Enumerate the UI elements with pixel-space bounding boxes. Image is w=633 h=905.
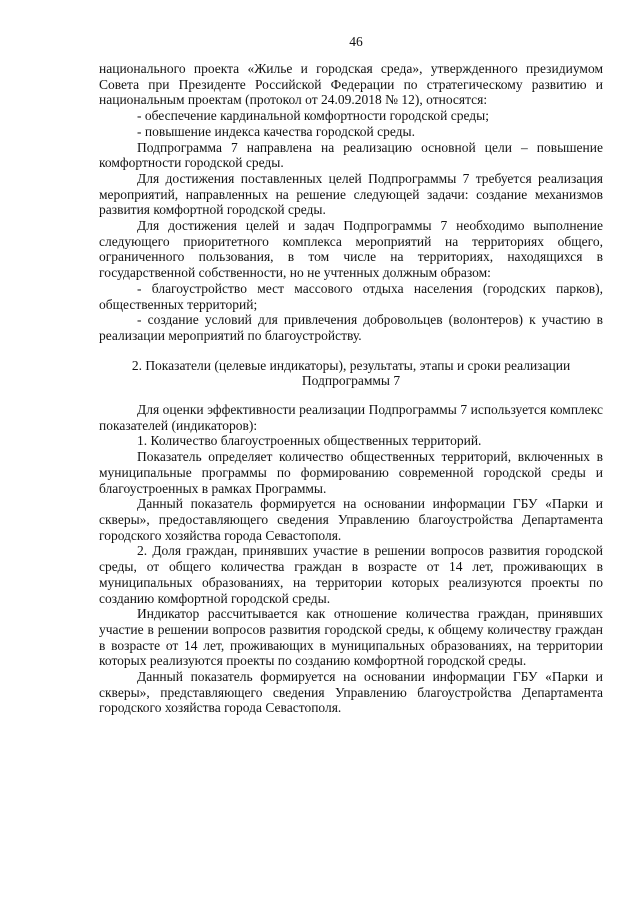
section-heading <box>99 358 603 389</box>
paragraph: Для оценки эффективности реализации Подпрограммы 7 используется комплекс показателей (индикаторов): <box>99 402 603 433</box>
list-item: - благоустройство мест массового отдыха населения (городских парков), общественных территорий; <box>99 280 603 312</box>
list-item: - обеспечение кардинальной комфортности городской среды; <box>137 108 489 124</box>
paragraph: 2. Доля граждан, принявших участие в решении вопросов развития городской среды, от общего количества граждан в возрасте от 14 лет, проживающих в муниципальных образованиях, на территории которых реализуются проекты по созданию комфортной городской среды. <box>99 543 603 606</box>
section-heading-line: Подпрограммы 7 <box>301 373 401 389</box>
paragraph: 1. Количество благоустроенных общественных территорий. <box>137 433 482 449</box>
paragraph: Индикатор рассчитывается как отношение количества граждан, принявших участие в решении вопросов развития городской среды, к общему количеству граждан в возрасте от 14 лет, проживающих в муниципальных образованиях, на территории которых реализуются проекты по созданию комфортной городской среды. <box>99 606 603 669</box>
paragraph: национального проекта «Жилье и городская среда», утвержденного президиумом Совета при Президенте Российской Федерации по стратегическому развитию и национальным проектам (протокол от 24.09.2018 № 12), относятся: <box>99 61 603 108</box>
paragraph: Подпрограмма 7 направлена на реализацию основной цели – повышение комфортности городской среды. <box>99 139 603 171</box>
paragraph: Для достижения целей и задач Подпрограммы 7 необходимо выполнение следующего приоритетного комплекса мероприятий на территориях общего, ограниченного пользования, в том числе на территориях, находящихся в государственной собственности, но не учтенных должным образом: <box>99 218 603 281</box>
list-item: - повышение индекса качества городской среды. <box>137 123 415 139</box>
list-item: - создание условий для привлечения добровольцев (волонтеров) к участию в реализации мероприятий по благоустройству. <box>99 312 603 343</box>
paragraph: Для достижения поставленных целей Подпрограммы 7 требуется реализация мероприятий, направленных на решение следующей задачи: создание механизмов развития комфортной городской среды. <box>99 170 603 218</box>
paragraph: Данный показатель формируется на основании информации ГБУ «Парки и скверы», предоставляющего сведения Управлению благоустройства Департамента городского хозяйства города Севастополя. <box>99 496 603 543</box>
section-heading-line: 2. Показатели (целевые индикаторы), результаты, этапы и сроки реализации <box>131 357 571 373</box>
body-text-bottom <box>99 402 603 716</box>
paragraph: Показатель определяет количество общественных территорий, включенных в муниципальные программы по формированию современной городской среды и благоустроенных в рамках Программы. <box>99 449 603 496</box>
paragraph: Данный показатель формируется на основании информации ГБУ «Парки и скверы», представляющего сведения Управлению благоустройства Департамента городского хозяйства города Севастополя. <box>99 669 603 716</box>
page-number: 46 <box>349 34 363 49</box>
body-text-top <box>99 61 603 344</box>
